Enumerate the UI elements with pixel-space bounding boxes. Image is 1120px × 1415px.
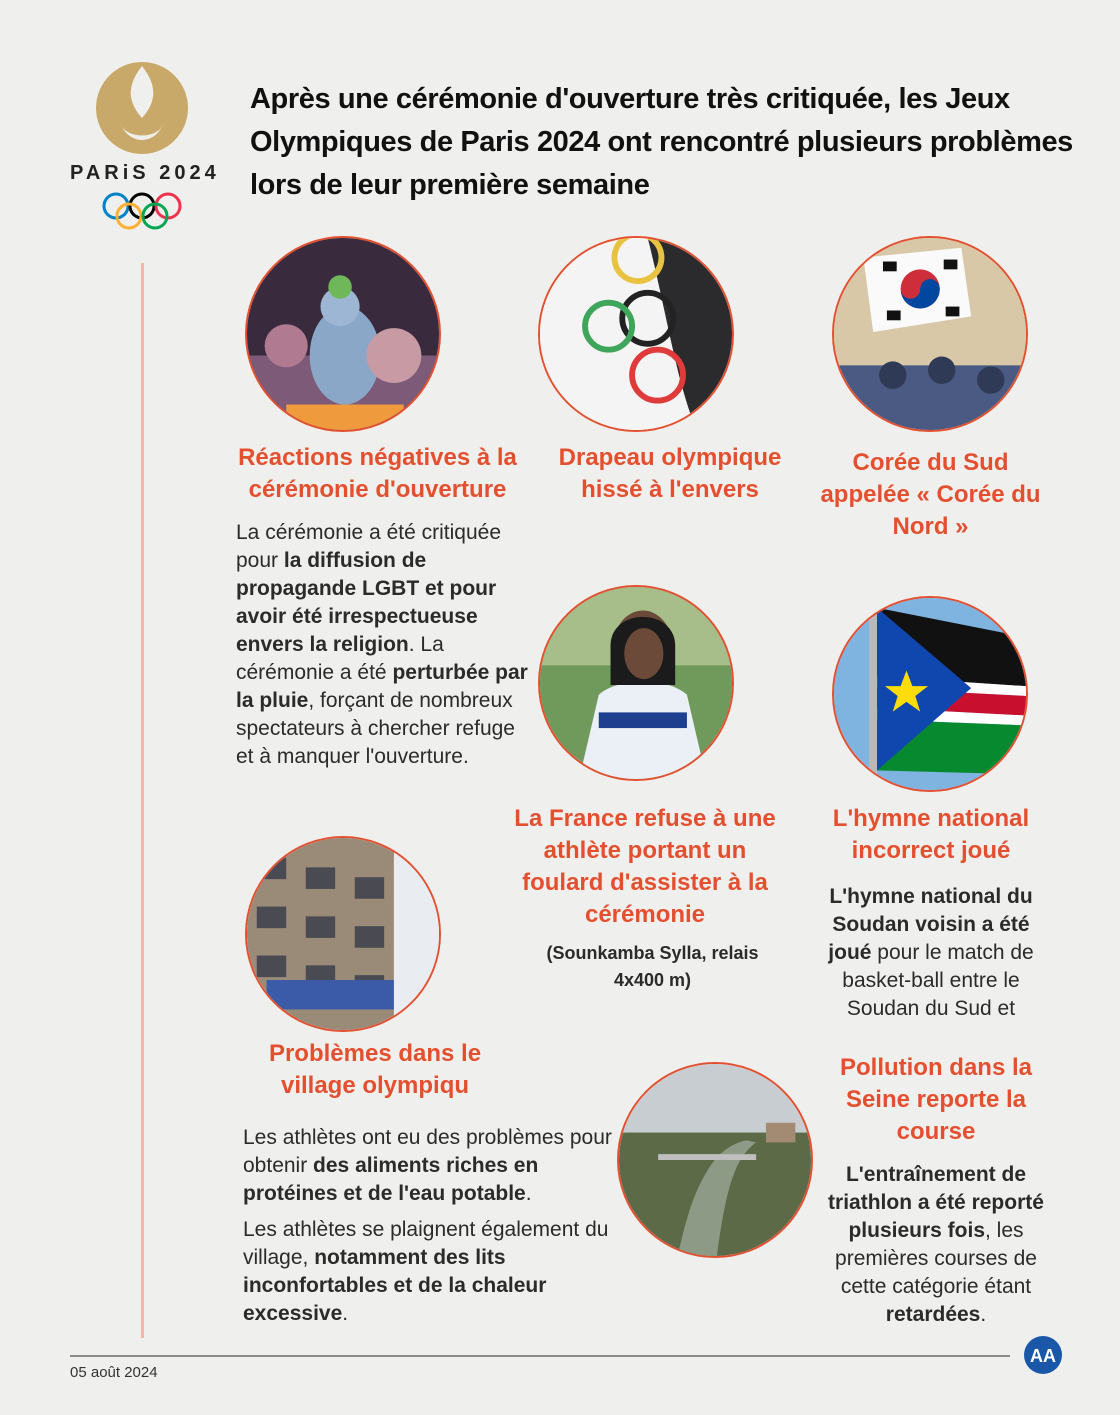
svg-text:AA: AA (1030, 1346, 1056, 1366)
athlete-photo (538, 585, 734, 781)
caption-athlete: (Sounkamba Sylla, relais 4x400 m) (546, 943, 759, 990)
heading-flag: Drapeau olympique hissé à l'envers (558, 444, 782, 503)
footer-divider (70, 1355, 1010, 1357)
olympic-village-photo (245, 836, 441, 1032)
paris-2024-logo (62, 60, 222, 230)
flame-face-icon (62, 60, 222, 230)
body-village-1: Les athlètes ont eu des problèmes pour obtenir des aliments riches en protéines et de l'eau potable. (243, 1126, 612, 1205)
south-korea-photo (832, 236, 1028, 432)
heading-korea: Corée du Sud appelée « Corée du Nord » (820, 449, 1041, 540)
body-village-2: Les athlètes se plaignent également du village, notamment des lits inconfortables et de la chaleur excessive. (243, 1218, 609, 1325)
heading-seine: Pollution dans la Seine reporte la course (839, 1054, 1032, 1145)
agency-logo (1020, 1335, 1066, 1375)
ceremony-photo (245, 236, 441, 432)
heading-ceremony: Réactions négatives à la cérémonie d'ouverture (238, 444, 517, 503)
timeline-line (141, 263, 144, 1338)
south-sudan-flag-photo (832, 596, 1028, 792)
heading-anthem: L'hymne national incorrect joué (832, 805, 1030, 864)
body-ceremony: La cérémonie a été critiquée pour la diffusion de propagande LGBT et pour avoir été irrespectueuse envers la religion. La cérémonie a été perturbée par la pluie, forçant de nombreux spectateurs à chercher refuge et à manquer l'ouverture. (236, 521, 528, 768)
seine-river-photo (617, 1062, 813, 1258)
aa-logo-icon (1020, 1335, 1066, 1375)
body-seine: L'entraînement de triathlon a été reporté plusieurs fois, les premières courses de cette catégorie étant retardées. (828, 1163, 1044, 1326)
olympic-flag-photo (538, 236, 734, 432)
publication-date: 05 août 2024 (70, 1364, 158, 1381)
page-title: Après une cérémonie d'ouverture très critiquée, les Jeux Olympiques de Paris 2024 ont rencontré plusieurs problèmes lors de leur première semaine (250, 83, 1073, 201)
logo-text: PARiS 2024 (70, 162, 220, 184)
heading-france: La France refuse à une athlète portant un foulard d'assister à la cérémonie (514, 805, 776, 928)
body-anthem: L'hymne national du Soudan voisin a été joué pour le match de basket-ball entre le Soudan du Sud et (828, 885, 1034, 1020)
heading-village: Problèmes dans le village olympiqu (268, 1040, 482, 1099)
